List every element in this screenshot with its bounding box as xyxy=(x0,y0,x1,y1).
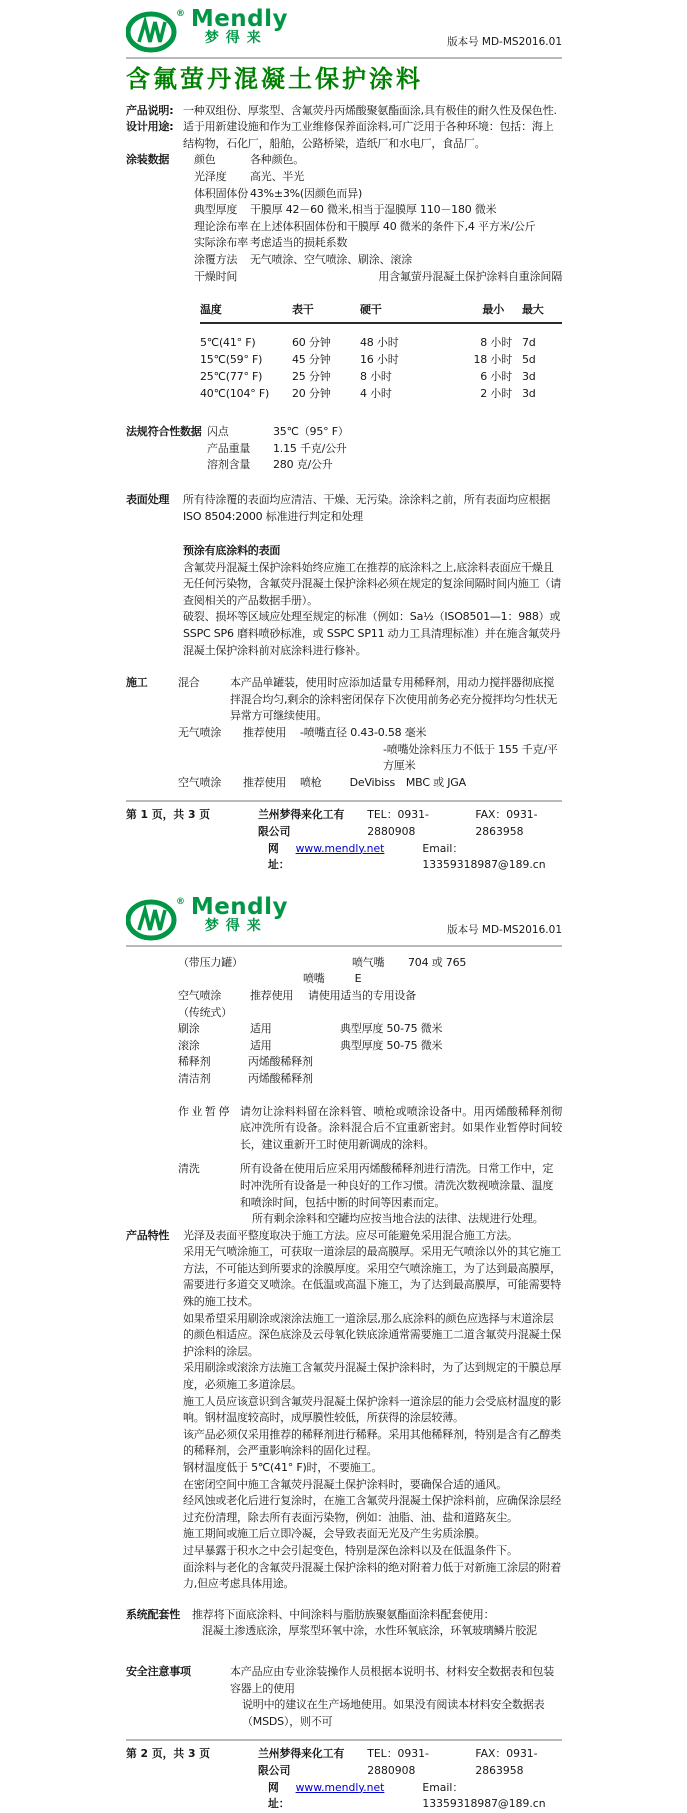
feature-para: 过早暴露于积水之中会引起变色，特别是深色涂料以及在低温条件下。 xyxy=(183,1543,518,1557)
primed-surfaces-para1: 含氟荧丹混凝土保护涂料始终应施工在推荐的底涂料之上,底涂料表面应干燥且无任何污染物，含氟荧丹混凝土保护涂料必须在规定的复涂间隔时间内施工（请查阅相关的产品数据手册）。 xyxy=(183,560,561,607)
primed-surfaces-heading: 预涂有底涂料的表面 xyxy=(183,544,281,558)
spec-name: 颜色 xyxy=(194,153,216,167)
spec-name: 光泽度 xyxy=(194,169,227,183)
application-section xyxy=(126,675,562,791)
spec-name: 产品重量 xyxy=(207,441,251,455)
cell-hard-dry: 16 小时 xyxy=(360,353,399,367)
primed-surfaces-para2: 破裂、损坏等区域应处理至规定的标准（例如：Sa½（ISO8501—1：988）或 SSPC SP6 磨料喷砂标准，或 SSPC SP11 动力工具清理标准）并在施含氟荧丹混凝土保护涂料前对底涂料进行修补。 xyxy=(183,610,561,657)
safety-line2: 说明中的建议在生产场地使用。如果没有阅读本材料安全数据表（MSDS），则不可 xyxy=(242,1698,545,1728)
airspray-label: 空气喷涂 xyxy=(178,775,222,789)
design-use-text: 适于用新建设施和作为工业维修保养面涂料,可广泛用于各种环境：包括：海上结构物，石化厂，船舶，公路桥梁，造纸厂和水电厂，食品厂。 xyxy=(183,120,554,150)
nozzle-row xyxy=(178,971,562,988)
equipment-block xyxy=(178,955,562,1228)
version-label: 版本号 MD-MS2016.01 xyxy=(447,924,562,937)
company-name: 兰州梦得来化工有限公司 xyxy=(258,1747,345,1777)
system-line2: 混凝土渗透底涂，厚浆型环氧中涂，水性环氧底涂，环氧玻璃鳞片胶泥 xyxy=(202,1624,537,1638)
nozzle-label: 喷嘴 xyxy=(303,972,325,986)
feature-para: 面涂料与老化的含氟荧丹混凝土保护涂料的绝对附着力低于对新施工涂层的附着力,但应考虑具体用途。 xyxy=(183,1560,561,1591)
thinner-row xyxy=(178,1054,562,1071)
product-desc-row xyxy=(126,103,562,120)
safety-line1: 本产品应由专业涂装操作人员根据本说明书、材料安全数据表和包装容器上的使用 xyxy=(230,1664,554,1695)
cleaning-label: 清洗 xyxy=(178,1162,200,1176)
footer-divider xyxy=(126,1739,562,1741)
regulatory-label: 法规符合性数据 xyxy=(126,425,202,439)
features-label: 产品特性 xyxy=(126,1228,170,1242)
cell-touch-dry: 60 分钟 xyxy=(292,336,331,350)
brand-name-cn: 梦得来 xyxy=(204,30,268,46)
brush-label: 刷涂 xyxy=(178,1022,200,1036)
drying-table xyxy=(200,301,562,402)
brand-name-en: Mendly xyxy=(190,893,289,920)
recommended-label: 推荐使用 xyxy=(250,988,294,1002)
header-divider xyxy=(126,57,562,59)
spray-gun-value: DeVibiss MBC 或 JGA xyxy=(349,775,466,789)
table-row xyxy=(200,385,562,402)
feature-para: 光泽及表面平整度取决于施工方法。应尽可能避免采用混合施工方法。 xyxy=(183,1228,518,1242)
airspray-recommended: 推荐使用 xyxy=(243,775,287,789)
website-link[interactable]: www.mendly.net xyxy=(295,1780,385,1794)
airless-spec-1: -喷嘴直径 0.43-0.58 毫米 xyxy=(300,726,427,740)
brush-thickness: 典型厚度 50-75 微米 xyxy=(340,1022,443,1036)
cleaning-text: 所有设备在使用后应采用丙烯酸稀释剂进行清洗。日常工作中，定时冲洗所有设备是一种良好的工作习惯。清洗次数视喷涂量、温度和喷涂时间，包括中断的时间等因素而定。 xyxy=(240,1162,554,1209)
cell-min: 6 小时 xyxy=(480,370,512,384)
feature-para: 施工期间或施工后立即冷凝，会导致表面无光及产生劣质涂膜。 xyxy=(183,1527,486,1541)
airless-spec-2: -喷嘴处涂料压力不低于 155 千克/平方厘米 xyxy=(383,742,558,773)
spec-value: 考虑适当的损耗系数 xyxy=(250,236,348,250)
page2-footer-line2 xyxy=(126,1780,562,1813)
spec-value: 280 克/公升 xyxy=(273,458,333,472)
cleaner-row xyxy=(178,1071,562,1088)
pressure-pot-row xyxy=(178,955,562,972)
system-line1: 推荐将下面底涂料、中间涂料与脂肪族聚氨酯面涂料配套使用： xyxy=(192,1607,495,1621)
page2-footer xyxy=(126,1746,562,1779)
cell-hard-dry: 8 小时 xyxy=(360,370,392,384)
primed-surfaces-block xyxy=(183,543,562,659)
suitable-label: 适用 xyxy=(250,1022,272,1036)
feature-para: 采用刷涂或滚涂方法施工含氟荧丹混凝土保护涂料时，为了达到规定的干膜总厚度，必须施工多道涂层。 xyxy=(183,1361,561,1392)
drying-table-header xyxy=(200,301,562,324)
page1-footer xyxy=(126,807,562,840)
email: Email：13359318987@189.cn xyxy=(422,1780,546,1811)
thinner-value: 丙烯酸稀释剂 xyxy=(248,1055,313,1069)
website-link[interactable]: www.mendly.net xyxy=(295,841,385,855)
cell-min: 2 小时 xyxy=(480,387,512,401)
brush-row xyxy=(178,1021,562,1038)
web-label: 网址： xyxy=(268,841,290,872)
coating-data-row xyxy=(126,235,562,252)
conventional-spray-row xyxy=(178,988,562,1021)
col-header: 最大 xyxy=(522,303,544,317)
coating-data-row xyxy=(126,219,562,236)
cleaner-label: 清洁剂 xyxy=(178,1071,211,1085)
table-row xyxy=(200,351,562,368)
drying-time-label: 干燥时间 xyxy=(194,269,238,283)
suitable-label: 适用 xyxy=(250,1038,272,1052)
surface-prep-text: 所有待涂覆的表面均应清洁、干燥、无污染。涂涂料之前，所有表面均应根据 ISO 8504:2000 标准进行判定和处理 xyxy=(183,492,551,523)
drying-time-note: 用含氟萤丹混凝土保护涂料自重涂间隔 xyxy=(378,269,562,283)
cell-hard-dry: 48 小时 xyxy=(360,336,399,350)
cell-max: 3d xyxy=(522,387,536,401)
col-header: 硬干 xyxy=(360,303,382,317)
regulatory-row xyxy=(126,441,562,458)
system-section xyxy=(126,1607,562,1640)
system-label: 系统配套性 xyxy=(126,1607,180,1621)
cleaning-row xyxy=(178,1161,562,1227)
coating-data-row xyxy=(126,186,562,203)
version-label: 版本号 MD-MS2016.01 xyxy=(447,36,562,49)
work-stop-text: 请勿让涂料料留在涂料管、喷枪或喷涂设备中。用丙烯酸稀释剂彻底冲洗所有设备。涂料混合后不宜重新密封。如果作业暂停时间较长，建议重新开工时使用新调成的涂料。 xyxy=(240,1104,562,1151)
email: Email：13359318987@189.cn xyxy=(422,841,546,872)
spec-value: 无气喷涂、空气喷涂、刷涂、滚涂 xyxy=(250,252,412,266)
regulatory-row xyxy=(126,457,562,474)
fax: FAX：0931-2863958 xyxy=(475,808,538,838)
tel: TEL：0931-2880908 xyxy=(367,808,429,838)
page2-header xyxy=(126,888,562,945)
cell-touch-dry: 20 分钟 xyxy=(292,387,331,401)
brand-name-en: Mendly xyxy=(190,6,289,32)
page1-footer-line2 xyxy=(126,841,562,874)
safety-section xyxy=(126,1664,562,1730)
page-number: 第 2 页，共 3 页 xyxy=(126,1747,211,1761)
regulatory-row xyxy=(126,424,562,441)
spec-name: 闪点 xyxy=(207,425,229,439)
coating-data-row xyxy=(126,152,562,169)
company-name: 兰州梦得来化工有限公司 xyxy=(258,808,345,838)
document-page-1 xyxy=(0,0,687,874)
pressure-pot-label: （带压力罐） xyxy=(178,955,243,969)
cleaning-extra: 所有剩余涂料和空罐均应按当地合法的法律、法规进行处理。 xyxy=(252,1212,544,1226)
cell-touch-dry: 45 分钟 xyxy=(292,353,331,367)
feature-para: 该产品必须仅采用推荐的稀释剂进行稀释。采用其他稀释剂，特别是含有乙醇类的稀释剂，会严重影响涂料的固化过程。 xyxy=(183,1427,561,1458)
cell-max: 5d xyxy=(522,353,536,367)
feature-para: 在密闭空间中施工含氟荧丹混凝土保护涂料时，要确保合适的通风。 xyxy=(183,1477,507,1491)
brand-name-cn: 梦得来 xyxy=(204,917,268,934)
drying-time-row xyxy=(126,269,562,286)
mendly-logo xyxy=(126,8,288,53)
roller-thickness: 典型厚度 50-75 微米 xyxy=(340,1038,443,1052)
application-label: 施工 xyxy=(126,676,148,690)
page-number: 第 1 页，共 3 页 xyxy=(126,808,211,822)
surface-prep-label: 表面处理 xyxy=(126,492,170,506)
cell-min: 8 小时 xyxy=(480,336,512,350)
brand-wordmark xyxy=(191,8,288,46)
airless-label: 无气喷涂 xyxy=(178,726,222,740)
work-stop-row xyxy=(178,1104,562,1154)
conventional-value: 请使用适当的专用设备 xyxy=(308,988,416,1002)
col-header: 温度 xyxy=(200,303,222,317)
feature-para: 钢材温度低于 5℃(41° F)时，不要施工。 xyxy=(183,1461,383,1474)
spec-name: 涂覆方法 xyxy=(194,252,238,266)
mix-label: 混合 xyxy=(178,676,200,690)
product-desc-text: 一种双组份、厚浆型、含氟荧丹丙烯酸聚氨酯面涂,具有极佳的耐久性及保色性. xyxy=(183,103,557,117)
conventional-label: （传统式） xyxy=(178,1005,232,1019)
coating-data-row xyxy=(126,252,562,269)
cell-temp: 5℃(41° F) xyxy=(200,336,256,350)
roller-label: 滚涂 xyxy=(178,1038,200,1052)
spec-value: 43%±3%(因颜色而异) xyxy=(250,186,363,200)
spec-name: 理论涂布率 xyxy=(194,219,248,233)
spec-name: 溶剂含量 xyxy=(207,458,251,472)
registered-mark: ® xyxy=(176,896,185,907)
airless-recommended: 推荐使用 xyxy=(243,726,287,740)
page-title: 含氟萤丹混凝土保护涂料 xyxy=(126,65,423,93)
features-section xyxy=(126,1228,562,1593)
spec-name: 体积固体份 xyxy=(194,186,248,200)
mix-text: 本产品单罐装，使用时应添加适量专用稀释剂，用动力搅拌器彻底搅拌混合均匀,剩余的涂料密闭保存下次使用前务必充分搅拌均匀性状无异常方可继续使用。 xyxy=(230,676,558,723)
spec-value: 35℃（95° F） xyxy=(273,425,349,439)
cell-temp: 40℃(104° F) xyxy=(200,387,270,401)
cell-temp: 25℃(77° F) xyxy=(200,370,263,384)
cleaner-value: 丙烯酸稀释剂 xyxy=(248,1071,313,1085)
feature-para: 经风蚀或老化后进行复涂时，在施工含氟荧丹混凝土保护涂料前，应确保涂层经过充份清理，除去所有表面污染物，例如：油脂、油、盐和道路灰尘。 xyxy=(183,1494,561,1524)
cell-max: 7d xyxy=(522,336,536,350)
document-page-2 xyxy=(0,888,687,1813)
mendly-logo-icon xyxy=(126,899,178,941)
air-nozzle-label: 喷气嘴 xyxy=(352,955,385,969)
air-nozzle-value: 704 或 765 xyxy=(408,955,467,969)
spec-value: 1.15 千克/公升 xyxy=(273,441,347,455)
spec-value: 在上述体积固体份和干膜厚 40 微米的条件下,4 平方米/公斤 xyxy=(250,219,536,233)
table-row xyxy=(200,334,562,351)
spec-name: 典型厚度 xyxy=(194,203,238,217)
safety-label: 安全注意事项 xyxy=(126,1664,191,1678)
design-use-label: 设计用途: xyxy=(126,120,174,134)
feature-para: 如果希望采用刷涂或滚涂法施工一道涂层,那么底涂料的颜色应选择与末道涂层的颜色相适应。深色底涂及云母氧化铁底涂通常需要施工二道含氟荧丹混凝土保护涂料的涂层。 xyxy=(183,1311,561,1358)
thinner-label: 稀释剂 xyxy=(178,1055,211,1069)
web-label: 网址： xyxy=(268,1780,290,1811)
cell-min: 18 小时 xyxy=(473,353,512,367)
airspray-label: 空气喷涂 xyxy=(178,988,222,1002)
coating-data-row xyxy=(126,202,562,219)
feature-para: 施工人员应该意识到含氟荧丹混凝土保护涂料一道涂层的能力会受底材温度的影响。钢材温度较高时，成厚膜性较低，所获得的涂层较薄。 xyxy=(183,1394,561,1425)
spray-gun-label: 喷枪 xyxy=(300,775,322,789)
nozzle-value: E xyxy=(354,972,362,986)
registered-mark: ® xyxy=(176,9,185,19)
spec-value: 高光、半光 xyxy=(250,169,304,183)
fax: FAX：0931-2863958 xyxy=(475,1747,538,1777)
col-header: 最小 xyxy=(482,303,504,317)
header-divider xyxy=(126,945,562,947)
roller-row xyxy=(178,1038,562,1055)
mendly-logo xyxy=(126,893,289,941)
work-stop-label: 作业暂停 xyxy=(178,1104,232,1118)
spec-value: 各种颜色。 xyxy=(250,153,304,167)
page1-header xyxy=(126,0,562,57)
col-header: 表干 xyxy=(292,303,314,317)
design-use-row xyxy=(126,119,562,152)
tel: TEL：0931-2880908 xyxy=(367,1747,429,1777)
table-row xyxy=(200,368,562,385)
coating-data-label: 涂装数据 xyxy=(126,153,170,167)
feature-para: 采用无气喷涂施工，可获取一道涂层的最高膜厚。采用无气喷涂以外的其它施工方法，不可能达到所要求的涂膜厚度。采用空气喷涂施工，为了达到最高膜厚，需要进行多道交叉喷涂。在低温或高温下施工，为了达到最高膜厚，可能需要特殊的施工技术。 xyxy=(183,1245,561,1309)
spec-name: 实际涂布率 xyxy=(194,236,248,250)
coating-data-row xyxy=(126,169,562,186)
mendly-logo-icon xyxy=(126,11,178,53)
cell-hard-dry: 4 小时 xyxy=(360,387,392,401)
product-desc-label: 产品说明: xyxy=(126,103,174,117)
footer-divider xyxy=(126,800,562,802)
cell-temp: 15℃(59° F) xyxy=(200,353,263,367)
cell-max: 3d xyxy=(522,370,536,384)
cell-touch-dry: 25 分钟 xyxy=(292,370,331,384)
brand-wordmark xyxy=(190,893,289,934)
spec-value: 干膜厚 42－60 微米,相当于湿膜厚 110－180 微米 xyxy=(250,203,497,217)
surface-prep-row xyxy=(126,492,562,525)
